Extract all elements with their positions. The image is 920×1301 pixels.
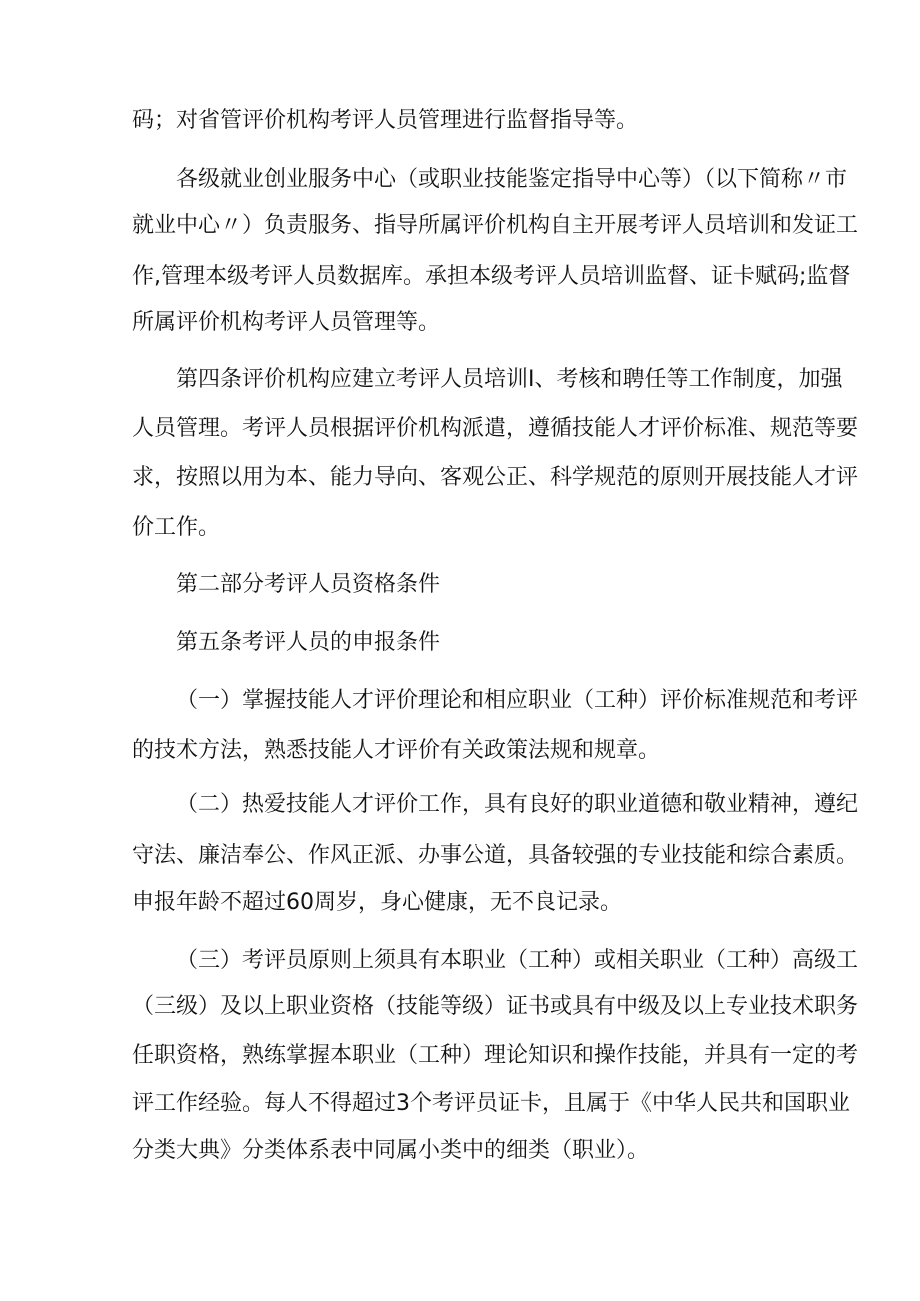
text-line: （三）考评员原则上须具有本职业（工种）或相关职业（工种）高级工 xyxy=(176,948,859,973)
text-line: （三级）及以上职业资格（技能等级）证书或具有中级及以上专业技术职务 xyxy=(132,994,859,1019)
text-line: 价工作。 xyxy=(132,515,221,540)
text-line: 码；对省管评价机构考评人员管理进行监督指导等。 xyxy=(132,108,639,133)
text-line: 所属评价机构考评人员管理等。 xyxy=(132,310,441,335)
text-line: 各级就业创业服务中心（或职业技能鉴定指导中心等）（以下简称〃市 xyxy=(176,167,848,192)
text-line: 第四条评价机构应建立考评人员培训Ⅰ、考核和聘任等工作制度，加强 xyxy=(176,367,843,392)
text-line: 的技术方法，熟悉技能人才评价有关政策法规和规章。 xyxy=(132,738,661,763)
article-heading: 第五条考评人员的申报条件 xyxy=(176,630,441,655)
section-heading: 第二部分考评人员资格条件 xyxy=(176,572,441,597)
text-line: 人员管理。考评人员根据评价机构派遣，遵循技能人才评价标准、规范等要 xyxy=(132,416,859,441)
text-line: 守法、廉洁奉公、作风正派、办事公道，具备较强的专业技能和综合素质。 xyxy=(132,843,859,868)
text-line: 评工作经验。每人不得超过3个考评员证卡，且属于《中华人民共和国职业 xyxy=(132,1091,850,1116)
text-line: 求，按照以用为本、能力导向、客观公正、科学规范的原则开展技能人才评 xyxy=(132,465,859,490)
text-line: 任职资格，熟练掌握本职业（工种）理论知识和操作技能，并具有一定的考 xyxy=(132,1043,859,1068)
text-line: 申报年龄不超过60周岁，身心健康，无不良记录。 xyxy=(132,890,622,915)
text-line: （二）热爱技能人才评价工作，具有良好的职业道德和敬业精神，遵纪 xyxy=(176,792,859,817)
text-line: 作,管理本级考评人员数据库。承担本级考评人员培训监督、证卡赋码;监督 xyxy=(132,264,851,289)
text-line: （一）掌握技能人才评价理论和相应职业（工种）评价标准规范和考评 xyxy=(176,688,859,713)
text-line: 分类大典》分类体系表中同属小类中的细类（职业）。 xyxy=(132,1138,650,1163)
text-line: 就业中心〃）负责服务、指导所属评价机构自主开展考评人员培训和发证工 xyxy=(132,213,859,238)
